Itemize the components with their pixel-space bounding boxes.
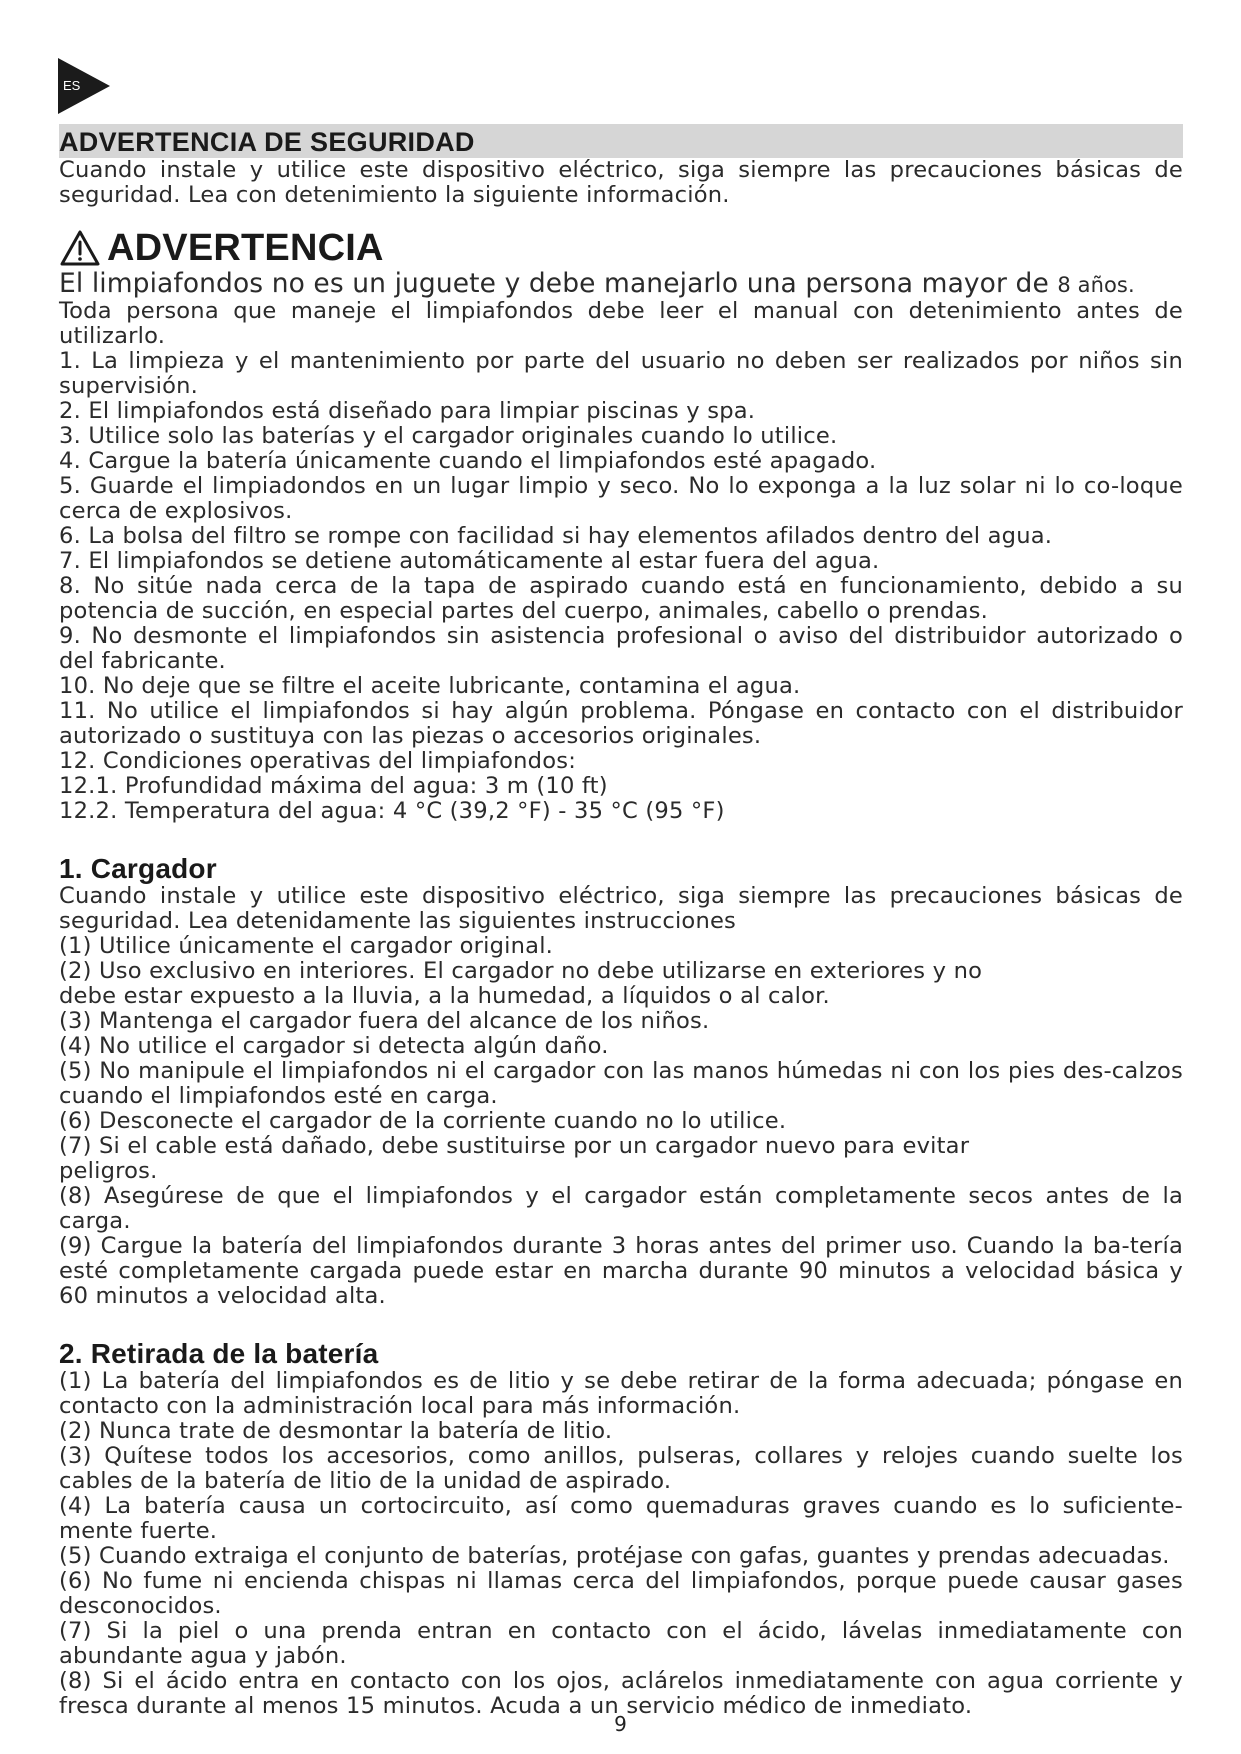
list-item: (7) Si el cable está dañado, debe sustituirse por un cargador nuevo para evitar [59, 1133, 970, 1159]
page-number: 9 [614, 1712, 627, 1736]
list-item: 6. La bolsa del filtro se rompe con facilidad si hay elementos afilados dentro del agua. [59, 523, 1053, 549]
list-item: (1) Utilice únicamente el cargador original. [59, 933, 554, 959]
list-item: (6) No fume ni encienda chispas ni llamas cerca del limpiafondos, porque puede causar gases desconocidos. [59, 1568, 1183, 1619]
list-item: (8) Asegúrese de que el limpiafondos y el cargador están completamente secos antes de la carga. [59, 1183, 1183, 1234]
list-item: (6) Desconecte el cargador de la corriente cuando no lo utilice. [59, 1108, 787, 1134]
list-item: 4. Cargue la batería únicamente cuando el limpiafondos esté apagado. [59, 448, 877, 474]
list-item: (2) Nunca trate de desmontar la batería de litio. [59, 1418, 613, 1444]
warning-lead-age: 8 años. [1057, 273, 1135, 297]
list-item: 5. Guarde el limpiadondos en un lugar limpio y seco. No lo exponga a la luz solar ni lo co-loque cerca de explosivos. [59, 473, 1183, 524]
battery-section-title: 2. Retirada de la batería [59, 1338, 379, 1369]
warning-triangle-icon [59, 229, 101, 267]
list-item: 3. Utilice solo las baterías y el cargador originales cuando lo utilice. [59, 423, 838, 449]
warning-title: ADVERTENCIA [107, 227, 384, 269]
list-item: 12. Condiciones operativas del limpiafondos: [59, 748, 577, 774]
charger-intro: Cuando instale y utilice este dispositivo eléctrico, siga siempre las precauciones básicas de seguridad. Lea detenidamente las siguientes instrucciones [59, 883, 1183, 934]
list-item: peligros. [59, 1158, 158, 1184]
warning-header [59, 226, 1183, 270]
list-item: 7. El limpiafondos se detiene automáticamente al estar fuera del agua. [59, 548, 880, 574]
list-item: 12.2. Temperatura del agua: 4 °C (39,2 °F) - 35 °C (95 °F) [59, 798, 725, 824]
list-item: (8) Si el ácido entra en contacto con los ojos, aclárelos inmediatamente con agua corriente y fresca durante al menos 15 minutos. Acuda a un servicio médico de inmediato. [59, 1668, 1183, 1719]
list-item: (1) La batería del limpiafondos es de litio y se debe retirar de la forma adecuada; póngase en contacto con la administración local para más información. [59, 1368, 1183, 1419]
language-label: ES [63, 78, 81, 93]
list-item: (9) Cargue la batería del limpiafondos durante 3 horas antes del primer uso. Cuando la ba-tería esté completamente cargada puede estar en marcha durante 90 minutos a velocidad básica y 60 minutos a velocidad alta. [59, 1233, 1183, 1309]
list-item: (5) Cuando extraiga el conjunto de baterías, protéjase con gafas, guantes y prendas adecuadas. [59, 1543, 1170, 1569]
warning-lead [59, 270, 1183, 299]
list-item: 2. El limpiafondos está diseñado para limpiar piscinas y spa. [59, 398, 756, 424]
list-item: debe estar expuesto a la lluvia, a la humedad, a líquidos o al calor. [59, 983, 830, 1009]
list-item: 9. No desmonte el limpiafondos sin asistencia profesional o aviso del distribuidor autorizado o del fabricante. [59, 623, 1183, 674]
list-item: (4) La batería causa un cortocircuito, así como quemaduras graves cuando es lo suficiente-mente fuerte. [59, 1493, 1183, 1544]
list-item: 11. No utilice el limpiafondos si hay algún problema. Póngase en contacto con el distribuidor autorizado o sustituya con las piezas o accesorios originales. [59, 698, 1183, 749]
page-content [59, 124, 1183, 1719]
list-item: 12.1. Profundidad máxima del agua: 3 m (10 ft) [59, 773, 608, 799]
warning-intro: Toda persona que maneje el limpiafondos debe leer el manual con detenimiento antes de utilizarlo. [59, 298, 1183, 349]
safety-section-title: ADVERTENCIA DE SEGURIDAD [59, 124, 1183, 158]
list-item: 1. La limpieza y el mantenimiento por parte del usuario no deben ser realizados por niños sin supervisión. [59, 348, 1183, 399]
list-item: 10. No deje que se filtre el aceite lubricante, contamina el agua. [59, 673, 801, 699]
list-item: (3) Quítese todos los accesorios, como anillos, pulseras, collares y relojes cuando suelte los cables de la batería de litio de la unidad de aspirado. [59, 1443, 1183, 1494]
safety-intro: Cuando instale y utilice este dispositivo eléctrico, siga siempre las precauciones básicas de seguridad. Lea con detenimiento la siguiente información. [59, 157, 1183, 208]
list-item: (7) Si la piel o una prenda entran en contacto con el ácido, lávelas inmediatamente con abundante agua y jabón. [59, 1618, 1183, 1669]
warning-lead-text: El limpiafondos no es un juguete y debe manejarlo una persona mayor de [59, 268, 1049, 299]
charger-section-title: 1. Cargador [59, 853, 217, 884]
warning-list [59, 349, 1183, 824]
charger-list [59, 934, 1183, 1309]
list-item: (2) Uso exclusivo en interiores. El cargador no debe utilizarse en exteriores y no [59, 958, 983, 984]
list-item: (3) Mantenga el cargador fuera del alcance de los niños. [59, 1008, 710, 1034]
battery-list [59, 1369, 1183, 1719]
list-item: (4) No utilice el cargador si detecta algún daño. [59, 1033, 609, 1059]
list-item: 8. No sitúe nada cerca de la tapa de aspirado cuando está en funcionamiento, debido a su potencia de succión, en especial partes del cuerpo, animales, cabello o prendas. [59, 573, 1183, 624]
list-item: (5) No manipule el limpiafondos ni el cargador con las manos húmedas ni con los pies des-calzos cuando el limpiafondos esté en carga. [59, 1058, 1183, 1109]
